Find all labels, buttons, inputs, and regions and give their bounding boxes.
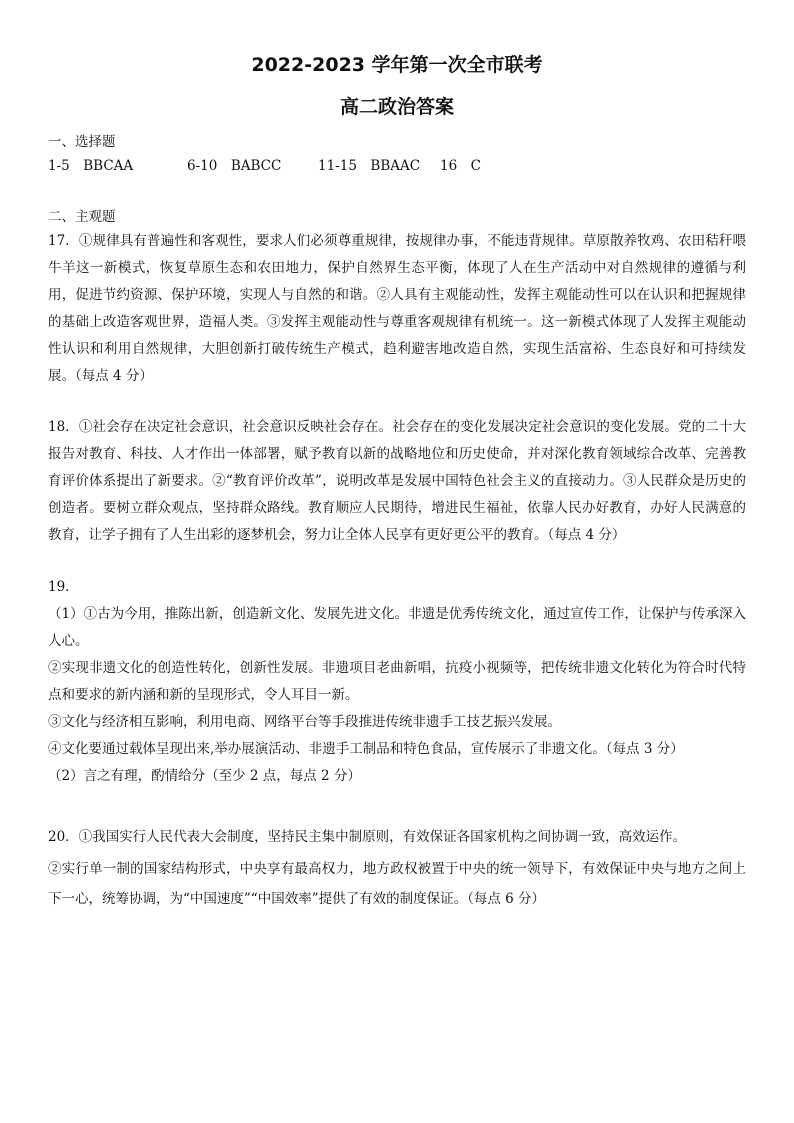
answer-q19-part2: （2）言之有理，酌情给分（至少 2 点，每点 2 分） xyxy=(48,768,361,784)
answer-q19-point2: ②实现非遗文化的创造性转化，创新性发展。非遗项目老曲新唱，抗疫小视频等，把传统非遗文化转化为符合时代特点和要求的新内涵和新的呈现形式，令人耳目一新。 xyxy=(48,660,746,703)
answer-q19-point4: ④文化要通过载体呈现出来,举办展演活动、非遗手工制品和特色食品，宣传展示了非遗文化。（每点 3 分） xyxy=(48,741,684,757)
answer-q18: 18．①社会存在决定社会意识，社会意识反映社会存在。社会存在的变化发展决定社会意识的变化发展。党的二十大报告对教育、科技、人才作出一体部署，赋予教育以新的战略地位和历史使命，并对深化教育领域综合改革、完善教育评价体系提出了新要求。②“教育评价改革”，说明改革是发展中国特色社会主义的直接动力。③人民群众是历史的创造者。要树立群众观点，坚持群众路线。教育顺应人民期待，增进民生福祉，依靠人民办好教育，办好人民满意的教育，让学子拥有了人生出彩的逐梦机会，努力让全体人民享有更好更公平的教育。（每点 4 分） xyxy=(48,419,746,543)
answer-q19-point3: ③文化与经济相互影响，利用电商、网络平台等手段推进传统非遗手工技艺振兴发展。 xyxy=(48,714,561,730)
answer-q17: 17．①规律具有普遍性和客观性，要求人们必须尊重规律，按规律办事，不能违背规律。草原散养牧鸡、农田秸秆喂牛羊这一新模式，恢复草原生态和农田地力，保护自然界生态平衡，体现了人在生产活动中对自然规律的遵循与利用，促进节约资源、保护环境，实现人与自然的和谐。②人具有主观能动性，发挥主观能动性可以在认识和把握规律的基础上改造客观世界，造福人类。③发挥主观能动性与尊重客观规律有机统一。这一新模式体现了人发挥主观能动性认识和利用自然规律，大胆创新打破传统生产模式，趋利避害地改造自然，实现生活富裕、生态良好和可持续发展。（每点 4 分） xyxy=(48,233,746,384)
mc-answers-16: 16 C xyxy=(440,158,482,174)
q19-number: 19． xyxy=(48,579,79,595)
section-heading-subjective: 二、主观题 xyxy=(48,209,116,225)
answer-q20-point2: ②实行单一制的国家结构形式，中央享有最高权力，地方政权被置于中央的统一领导下，有效保证中央与地方之间上下一心，统筹协调，为“中国速度”“中国效率”提供了有效的制度保证。（每点 6 分） xyxy=(48,861,746,907)
section-heading-choice: 一、选择题 xyxy=(48,134,116,150)
answer-q20-point1: 20．①我国实行人民代表大会制度，坚持民主集中制原则，有效保证各国家机构之间协调一致，高效运作。 xyxy=(48,829,687,845)
mc-answers-11-15: 11-15 BBAAC xyxy=(318,158,421,174)
page-subtitle: 高二政治答案 xyxy=(339,96,454,118)
answer-q19-part1-point1: （1）①古为今用，推陈出新，创造新文化、发展先进文化。非遗是优秀传统文化，通过宣传工作，让保护与传承深入人心。 xyxy=(48,606,746,649)
mc-answers-1-5: 1-5 BBCAA xyxy=(48,158,134,174)
mc-answers-6-10: 6-10 BABCC xyxy=(187,158,282,174)
page-title: 2022-2023 学年第一次全市联考 xyxy=(251,54,543,76)
